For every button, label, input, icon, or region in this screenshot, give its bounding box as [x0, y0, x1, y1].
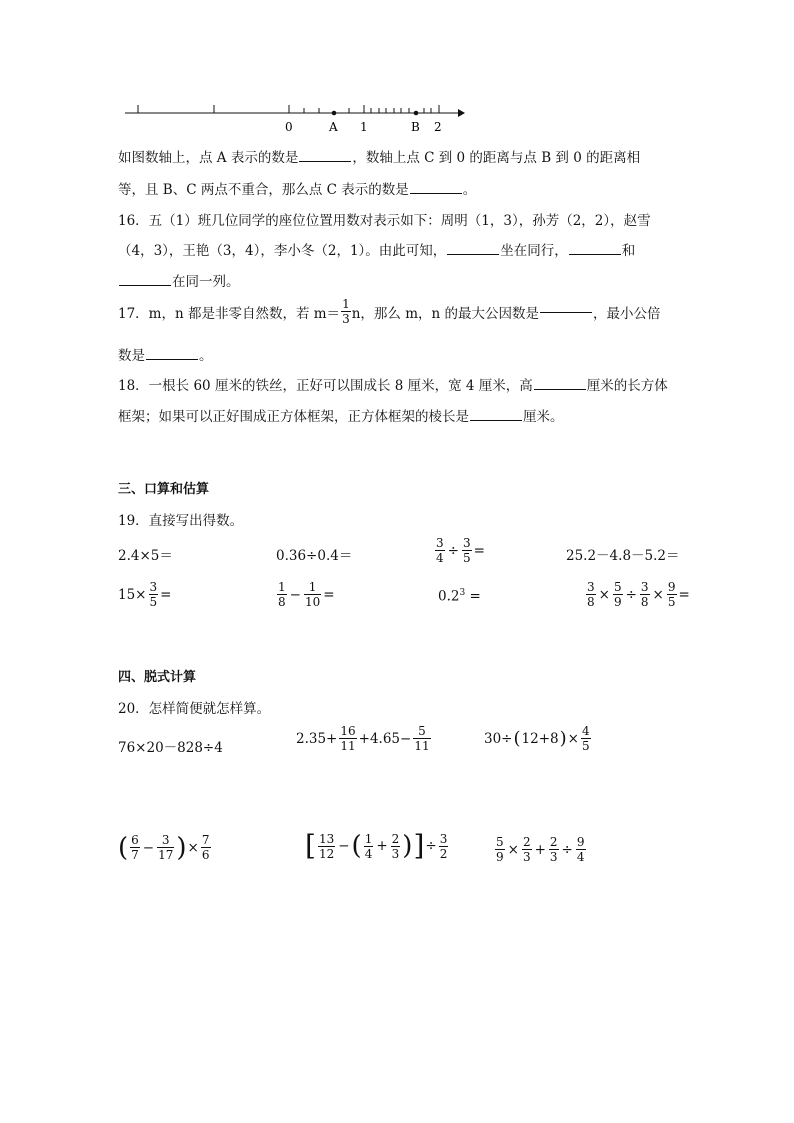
calc-25.2: 25.2－4.8－5.2＝ — [566, 548, 680, 564]
q18-line1: 18．一根长 60 厘米的铁丝，正好可以围成长 8 厘米，宽 4 厘米，高 厘米的长方体 — [118, 378, 668, 394]
q19-prompt: 19．直接写出得数。 — [118, 513, 244, 529]
calc-0.36div0.4: 0.36÷0.4＝ — [276, 548, 353, 564]
answer-blank[interactable] — [447, 253, 499, 255]
q17-line1: 17．m，n 都是非零自然数，若 m＝ $\frac{1}{3}$ n，那么 m，n 的最大公因数是 ，最小公倍 — [118, 297, 661, 326]
answer-blank[interactable] — [540, 311, 592, 313]
label-two: 2 — [434, 120, 442, 134]
expr-1: 76×20－828÷4 — [118, 740, 223, 756]
label-b: B — [411, 120, 420, 134]
section-3-title: 三、口算和估算 — [118, 482, 210, 497]
label-one: 1 — [360, 120, 368, 134]
expr-5: [ $\frac{13}{12}$ − ( $\frac{1}{4}$ + $\frac{2}{3}$ ) ] ÷ $\frac{3}{2}$ — [305, 829, 448, 862]
q16-line3: 在同一列。 — [118, 270, 240, 290]
calc-2.4x5: 2.4×5＝ — [118, 548, 173, 564]
expr-6: $\frac{5}{9}$ × $\frac{2}{3}$ + $\frac{2}{3}$ ÷ $\frac{9}{4}$ — [496, 835, 585, 864]
q15-line1: 如图数轴上，点 A 表示的数是 ，数轴上点 C 到 0 的距离与点 B 到 0 的距离相 — [118, 150, 641, 166]
calc-frac-chain: $\frac{3}{8}$ × $\frac{5}{9}$ ÷ $\frac{3}{8}$ × $\frac{9}{5}$ = — [587, 580, 690, 609]
q16-line1: 16．五（1）班几位同学的座位位置用数对表示如下：周明（1，3），孙芳（2，2），赵雪 — [118, 213, 651, 229]
answer-blank[interactable] — [410, 192, 462, 194]
q18-line2: 框架；如果可以正好围成正方体框架，正方体框架的棱长是 厘米。 — [118, 409, 564, 425]
q20-prompt: 20．怎样简便就怎样算。 — [118, 701, 271, 717]
q15-line2: 等，且 B、C 两点不重合，那么点 C 表示的数是 。 — [118, 182, 477, 198]
answer-blank[interactable] — [534, 388, 586, 390]
calc-15x: 15× $\frac{3}{5}$ = — [118, 580, 172, 609]
point-b — [414, 111, 419, 116]
expr-3: 30÷ ( 12+8 ) × $\frac{4}{5}$ — [484, 724, 590, 753]
expr-2: 2.35+ $\frac{16}{11}$ +4.65− $\frac{5}{11}$ — [296, 724, 430, 753]
point-a — [332, 111, 337, 116]
calc-frac-divide: $\frac{3}{4}$ ÷ $\frac{3}{5}$ = — [436, 536, 485, 565]
calc-frac-minus: $\frac{1}{8}$ − $\frac{1}{10}$ = — [278, 580, 335, 609]
answer-blank[interactable] — [470, 419, 522, 421]
label-a: A — [329, 120, 338, 134]
q17-line2: 数是 。 — [118, 348, 213, 364]
expr-4: ( $\frac{6}{7}$ − $\frac{3}{17}$ ) × $\frac{7}{6}$ — [118, 832, 210, 863]
section-4-title: 四、脱式计算 — [118, 670, 197, 685]
answer-blank[interactable] — [146, 358, 198, 360]
calc-power: $0.2^3$ = — [438, 588, 481, 605]
answer-blank[interactable] — [299, 160, 351, 162]
number-line — [120, 100, 470, 134]
q16-line2: （4，3），王艳（3，4），李小冬（2，1）。由此可知， 坐在同行， 和 — [118, 243, 636, 259]
answer-blank[interactable] — [119, 284, 171, 286]
label-zero: 0 — [285, 120, 293, 134]
fraction: $\frac{1}{3}$ — [342, 297, 350, 326]
answer-blank[interactable] — [569, 253, 621, 255]
